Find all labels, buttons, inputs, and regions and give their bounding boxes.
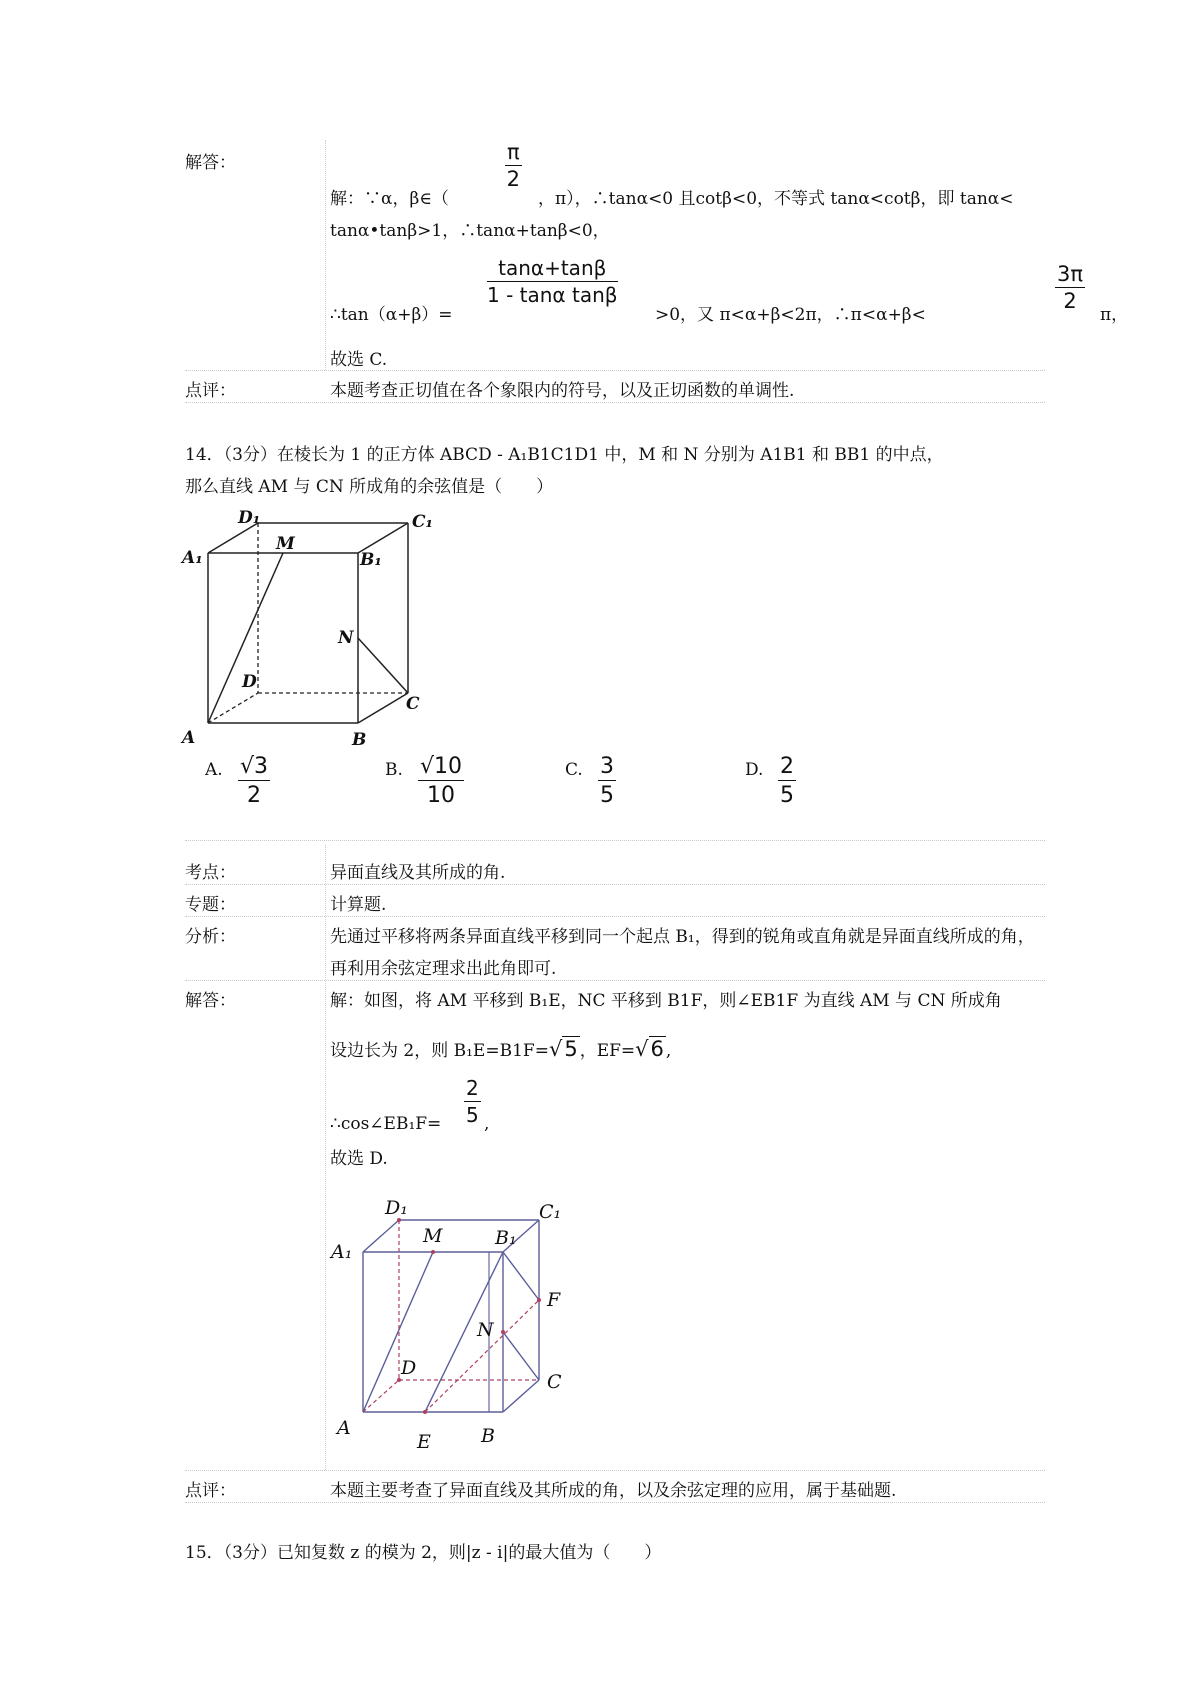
answer-13-line1b: ，π），∴tanα<0 且cotβ<0，不等式 tanα<cotβ，即 tanα< <box>538 189 1014 209</box>
label-N: N <box>477 1319 494 1341</box>
separator <box>185 370 1045 371</box>
label-B1: B₁ <box>495 1227 517 1249</box>
answer-13-line1a: 解：∵α，β∈（ <box>330 189 449 209</box>
frac-num: √3 <box>240 754 269 779</box>
label-D: D <box>242 672 257 692</box>
label-B1: B₁ <box>360 550 382 570</box>
frac-den: 1 - tanα tanβ <box>487 283 618 307</box>
label-M: M <box>423 1225 443 1247</box>
question-14-line1: 14．（3分）在棱长为 1 的正方体 ABCD - A₁B1C1D1 中，M 和 N 分别为 A1B1 和 BB1 的中点， <box>185 445 944 465</box>
answer-13-line3a: ∴tan（α+β）= <box>330 305 453 325</box>
zhuanti-text: 计算题. <box>330 895 387 915</box>
label-C1: C₁ <box>412 512 433 532</box>
separator <box>185 884 1045 885</box>
radicand: 5 <box>564 1037 578 1061</box>
radicand: 6 <box>650 1037 664 1061</box>
kaodian-text: 异面直线及其所成的角. <box>330 863 506 883</box>
label-B: B <box>352 730 367 750</box>
jieda-line2a: 设边长为 2，则 B₁E=B1F= <box>330 1041 549 1061</box>
separator <box>185 1502 1045 1503</box>
frac-den: 2 <box>506 167 521 191</box>
answer-divider-13 <box>325 140 326 370</box>
fenxi-line1: 先通过平移将两条异面直线平移到同一个起点 B₁，得到的锐角或直角就是异面直线所成的角， <box>330 927 1035 947</box>
label-A: A <box>337 1417 351 1439</box>
label-D: D <box>401 1357 417 1379</box>
frac-den: 2 <box>247 783 261 808</box>
frac-den: 10 <box>427 783 455 808</box>
answer-label-13: 解答： <box>185 153 236 173</box>
option-c-value[interactable] <box>598 754 616 808</box>
frac-num: tanα+tanβ <box>487 256 618 282</box>
kaodian-label: 考点： <box>185 863 236 883</box>
question-15-line1: 15．（3分）已知复数 z 的模为 2，则|z - i|的最大值为（ ） <box>185 1543 662 1563</box>
frac-num: π <box>507 140 520 164</box>
label-E: E <box>417 1431 431 1453</box>
frac-num: 3 <box>600 754 614 779</box>
label-M: M <box>276 534 295 554</box>
cos-fraction <box>464 1076 481 1127</box>
jieda-line2c: , <box>665 1041 672 1061</box>
jieda-label-14: 解答： <box>185 991 236 1011</box>
comment-label-13: 点评： <box>185 381 236 401</box>
option-d-letter[interactable]: D. <box>745 760 764 780</box>
jieda-line1: 解：如图，将 AM 平移到 B₁E，NC 平移到 B1F，则∠EB1F 为直线 AM 与 CN 所成角 <box>330 991 1002 1011</box>
label-F: F <box>547 1289 561 1311</box>
jieda-line2 <box>330 1036 671 1061</box>
option-d-value[interactable] <box>778 754 796 808</box>
frac-num: 2 <box>780 754 794 779</box>
three-pi-over-2-fraction <box>1055 262 1085 313</box>
comment-13-text: 本题考查正切值在各个象限内的符号，以及正切函数的单调性. <box>330 381 795 401</box>
separator <box>185 840 1045 841</box>
question-14-line2: 那么直线 AM 与 CN 所成角的余弦值是（ ） <box>185 477 554 497</box>
label-C: C <box>547 1371 562 1393</box>
separator <box>185 1470 1045 1471</box>
sqrt-6: √6 <box>635 1037 664 1061</box>
separator <box>185 402 1045 403</box>
zhuanti-label: 专题： <box>185 895 236 915</box>
sqrt-5: √5 <box>548 1037 578 1061</box>
label-C1: C₁ <box>539 1201 562 1223</box>
label-A1: A₁ <box>182 548 203 568</box>
label-N: N <box>338 628 354 648</box>
fenxi-line2: 再利用余弦定理求出此角即可. <box>330 959 557 979</box>
label-D1: D₁ <box>238 508 261 528</box>
cube-figure-1 <box>180 505 440 755</box>
label-B: B <box>481 1425 495 1447</box>
frac-den: 5 <box>466 1103 479 1127</box>
frac-num: 3π <box>1057 262 1084 286</box>
pi-over-2-fraction <box>505 140 522 191</box>
label-D1: D₁ <box>385 1197 408 1219</box>
frac-num: 2 <box>466 1076 479 1100</box>
fenxi-label: 分析： <box>185 927 236 947</box>
option-c-letter[interactable]: C. <box>565 760 583 780</box>
frac-den: 2 <box>1063 289 1077 313</box>
label-A1: A₁ <box>331 1241 353 1263</box>
answer-13-choose: 故选 C. <box>330 350 388 370</box>
jieda-line2b: ，EF= <box>579 1041 636 1061</box>
answer-13-line2: tanα•tanβ>1，∴tanα+tanβ<0， <box>330 221 610 241</box>
cube-figure-2 <box>325 1178 595 1468</box>
dianping-text-14: 本题主要考查了异面直线及其所成的角，以及余弦定理的应用，属于基础题. <box>330 1481 897 1501</box>
answer-13-line3b: >0，又 π<α+β<2π，∴π<α+β< <box>655 305 926 325</box>
option-a-value[interactable] <box>238 754 270 808</box>
frac-num: √10 <box>420 754 463 779</box>
jieda-line3b: , <box>484 1114 490 1134</box>
dianping-label-14: 点评： <box>185 1481 236 1501</box>
frac-den: 5 <box>780 783 794 808</box>
label-A: A <box>182 728 196 748</box>
option-b-letter[interactable]: B. <box>385 760 403 780</box>
option-b-value[interactable] <box>418 754 464 808</box>
tan-sum-fraction <box>487 256 618 307</box>
jieda-line4: 故选 D. <box>330 1149 388 1169</box>
answer-13-line3c: π， <box>1100 305 1129 325</box>
separator <box>185 916 1045 917</box>
separator <box>185 980 1045 981</box>
option-a-letter[interactable]: A. <box>205 760 223 780</box>
label-C: C <box>406 694 420 714</box>
jieda-line3a: ∴cos∠EB₁F= <box>330 1114 442 1134</box>
frac-den: 5 <box>600 783 614 808</box>
